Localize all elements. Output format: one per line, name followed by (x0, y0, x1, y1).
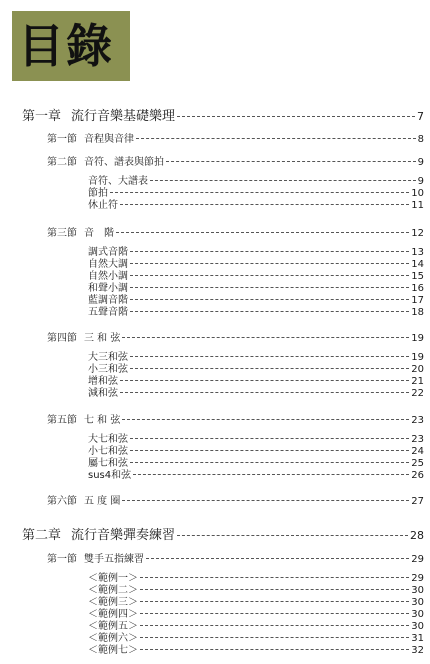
page-number: 9 (417, 157, 424, 168)
toc-chapter-2[interactable] (22, 524, 424, 543)
section-title: 音符、譜表與節拍 (84, 157, 164, 168)
chapter-number: 第二章 (22, 528, 62, 543)
leader-dots (166, 161, 416, 162)
page-number: 23 (411, 434, 424, 445)
item-title: 自然小調 (88, 271, 128, 282)
page-number: 13 (411, 247, 424, 258)
page-number: 11 (411, 200, 424, 211)
page-number: 7 (417, 110, 424, 123)
item-title: ＜範例四＞ (88, 609, 138, 620)
item-title: 自然大調 (88, 259, 128, 270)
section-title: 五 度 圈 (84, 496, 121, 507)
page-number: 10 (411, 188, 424, 199)
leader-dots (120, 392, 409, 393)
page-number: 25 (411, 458, 424, 469)
item-title: sus4和弦 (88, 470, 132, 481)
page-number: 23 (411, 415, 424, 426)
toc-item[interactable] (88, 260, 424, 270)
toc-item[interactable] (88, 598, 424, 608)
page-number: 24 (411, 446, 424, 457)
item-title: 藍調音階 (88, 295, 128, 306)
leader-dots (130, 450, 409, 451)
chapter-title: 流行音樂基礎樂理 (71, 109, 176, 124)
item-title: 增和弦 (88, 376, 118, 387)
leader-dots (122, 500, 409, 501)
page-number: 16 (411, 283, 424, 294)
leader-dots (130, 368, 409, 369)
leader-dots (136, 138, 416, 139)
page-number: 19 (411, 333, 424, 344)
item-title: 小三和弦 (88, 364, 128, 375)
leader-dots (110, 192, 409, 193)
leader-dots (140, 613, 409, 614)
toc-section[interactable] (47, 550, 424, 565)
item-title: 音符、大譜表 (88, 176, 148, 187)
chapter-title: 流行音樂彈奏練習 (71, 528, 176, 543)
leader-dots (130, 251, 409, 252)
toc-item[interactable] (88, 574, 424, 584)
section-title: 雙手五指練習 (84, 554, 144, 565)
page-number: 32 (411, 645, 424, 656)
page-number: 18 (411, 307, 424, 318)
leader-dots (130, 356, 409, 357)
toc-item[interactable] (88, 459, 424, 469)
leader-dots (140, 589, 409, 590)
item-title: ＜範例七＞ (88, 645, 138, 656)
toc-section[interactable] (47, 329, 424, 344)
leader-dots (146, 558, 409, 559)
toc-item[interactable] (88, 353, 424, 363)
item-title: 調式音階 (88, 247, 128, 258)
section-title: 音 階 (84, 228, 114, 239)
toc-section[interactable] (47, 224, 424, 239)
item-title: 大七和弦 (88, 434, 128, 445)
leader-dots (116, 232, 409, 233)
leader-dots (130, 438, 409, 439)
toc-section[interactable] (47, 130, 424, 145)
item-title: 小七和弦 (88, 446, 128, 457)
page-number: 12 (411, 228, 424, 239)
item-title: 休止符 (88, 200, 118, 211)
leader-dots (130, 275, 409, 276)
page-number: 8 (417, 134, 424, 145)
leader-dots (130, 263, 409, 264)
leader-dots (122, 337, 409, 338)
item-title: ＜範例六＞ (88, 633, 138, 644)
leader-dots (140, 649, 409, 650)
toc-item[interactable] (88, 189, 424, 199)
section-number: 第五節 (47, 415, 77, 426)
toc-item[interactable] (88, 646, 424, 656)
page-number: 9 (417, 176, 424, 187)
page-title: 目錄 (18, 19, 114, 73)
toc-item[interactable] (88, 447, 424, 457)
section-title: 三 和 弦 (84, 333, 121, 344)
leader-dots (140, 577, 409, 578)
page-number: 15 (411, 271, 424, 282)
toc-item[interactable] (88, 284, 424, 294)
toc-chapter-1[interactable] (22, 105, 424, 124)
leader-dots (122, 419, 409, 420)
leader-dots (177, 116, 415, 117)
page-number: 20 (411, 364, 424, 375)
section-number: 第一節 (47, 554, 77, 565)
item-title: ＜範例三＞ (88, 597, 138, 608)
page-number: 21 (411, 376, 424, 387)
section-title: 七 和 弦 (84, 415, 121, 426)
page-number: 30 (411, 609, 424, 620)
page-number: 28 (410, 529, 424, 542)
page-number: 30 (411, 621, 424, 632)
page-number: 30 (411, 585, 424, 596)
toc-item[interactable] (88, 377, 424, 387)
section-number: 第二節 (47, 157, 77, 168)
item-title: 和聲小調 (88, 283, 128, 294)
toc-item[interactable] (88, 435, 424, 445)
leader-dots (130, 311, 409, 312)
item-title: ＜範例二＞ (88, 585, 138, 596)
item-title: 減和弦 (88, 388, 118, 399)
section-number: 第四節 (47, 333, 77, 344)
leader-dots (140, 637, 409, 638)
page-number: 22 (411, 388, 424, 399)
toc-item[interactable] (88, 586, 424, 596)
leader-dots (130, 299, 409, 300)
toc-section[interactable] (47, 153, 424, 168)
leader-dots (133, 474, 409, 475)
leader-dots (177, 535, 408, 536)
leader-dots (150, 180, 416, 181)
section-number: 第三節 (47, 228, 77, 239)
leader-dots (140, 625, 409, 626)
section-number: 第六節 (47, 496, 77, 507)
item-title: 五聲音階 (88, 307, 128, 318)
section-number: 第一節 (47, 134, 77, 145)
item-title: ＜範例一＞ (88, 573, 138, 584)
toc-item[interactable] (88, 296, 424, 306)
page-number: 27 (411, 496, 424, 507)
toc-item[interactable] (88, 272, 424, 282)
leader-dots (140, 601, 409, 602)
page-number: 14 (411, 259, 424, 270)
item-title: 大三和弦 (88, 352, 128, 363)
toc-item[interactable] (88, 177, 424, 187)
leader-dots (130, 287, 409, 288)
leader-dots (120, 380, 409, 381)
chapter-number: 第一章 (22, 109, 62, 124)
item-title: 節拍 (88, 188, 108, 199)
toc-section[interactable] (47, 411, 424, 426)
page-number: 26 (411, 470, 424, 481)
toc-item[interactable] (88, 389, 424, 399)
toc-item[interactable] (88, 471, 424, 481)
page-number: 29 (411, 573, 424, 584)
leader-dots (130, 462, 409, 463)
item-title: ＜範例五＞ (88, 621, 138, 632)
toc-item[interactable] (88, 201, 424, 211)
toc-item[interactable] (88, 610, 424, 620)
page-number: 17 (411, 295, 424, 306)
toc-item[interactable] (88, 622, 424, 632)
toc-item[interactable] (88, 248, 424, 258)
toc-item[interactable] (88, 308, 424, 318)
toc-item[interactable] (88, 365, 424, 375)
page-number: 31 (411, 633, 424, 644)
section-title: 音程與音律 (84, 134, 134, 145)
leader-dots (120, 204, 409, 205)
toc-item[interactable] (88, 634, 424, 644)
toc-section[interactable] (47, 492, 424, 507)
page-number: 29 (411, 554, 424, 565)
page-number: 30 (411, 597, 424, 608)
item-title: 屬七和弦 (88, 458, 128, 469)
page-number: 19 (411, 352, 424, 363)
title-box (12, 11, 130, 81)
